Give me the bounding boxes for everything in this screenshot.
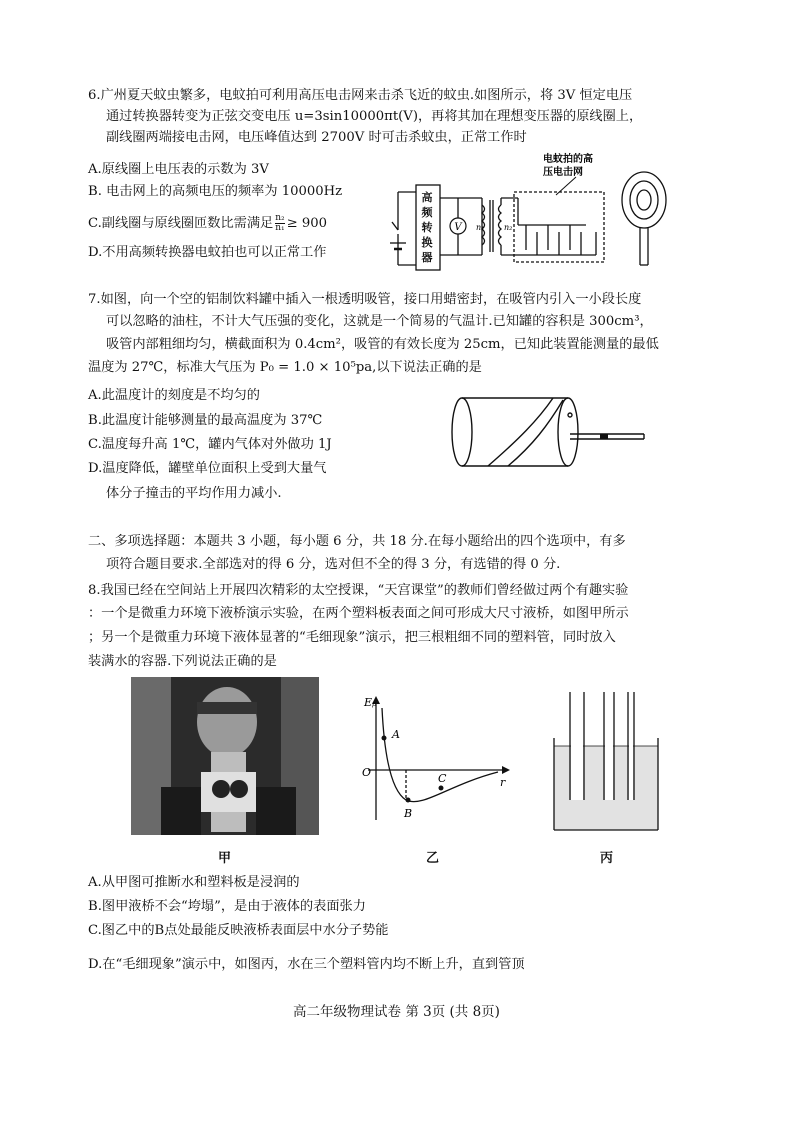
q8-option-a: A.从甲图可推断水和塑料板是浸润的 — [88, 875, 300, 890]
q8-figure-bing-label: 丙 — [600, 851, 614, 866]
q6-stem-line-2: 通过转换器转变为正弦交变电压 u=3sin10000πt(V)，再将其加在理想变压器的原线圈上， — [106, 109, 643, 124]
q8-stem-line-2: ：一个是微重力环境下液桥演示实验，在两个塑料板表面之间可形成大尺寸液桥，如图甲所示 — [88, 606, 629, 621]
q6-stem-line-1: 6.广州夏天蚊虫繁多，电蚊拍可利用高压电击网来击杀飞近的蚊虫.如图所示，将 3V 恒定电压 — [88, 88, 633, 103]
q6-fraction-numerator: n₂ — [275, 213, 285, 223]
q8-figure-yi-label: 乙 — [426, 851, 440, 866]
q8-graph-c-label: C — [438, 772, 447, 785]
q7-option-d-line-1: D.温度降低，罐壁单位面积上受到大量气 — [88, 461, 327, 476]
q8-figure-yi-graph — [348, 690, 518, 830]
q7-can-thermometer-diagram — [448, 390, 653, 475]
q8-graph-b-label: B — [404, 807, 413, 820]
q6-stem-line-3: 副线圈两端接电击网，电压峰值达到 2700V 时可击杀蚊虫，正常工作时 — [106, 130, 527, 145]
q7-option-a: A.此温度计的刻度是不均匀的 — [88, 388, 260, 403]
q7-option-c: C.温度每升高 1℃，罐内气体对外做功 1J — [88, 437, 332, 452]
q8-graph-a-label: A — [392, 728, 400, 741]
section-2-heading-line-1: 二、多项选择题：本题共 3 小题，每小题 6 分，共 18 分.在每小题给出的四个选项中，有多 — [88, 534, 626, 549]
q8-stem-line-1: 8.我国已经在空间站上开展四次精彩的太空授课，“天宫课堂”的教师们曾经做过两个有趣实验 — [88, 583, 629, 598]
q8-graph-point-c — [439, 786, 444, 791]
q6-converter-box-label: 高频转换器 — [421, 191, 433, 264]
q6-voltmeter-label: V — [454, 222, 462, 233]
q8-graph-point-a — [382, 736, 387, 741]
q8-graph-ep-label: Eₚ — [364, 696, 377, 709]
q6-option-c-fraction — [275, 214, 284, 233]
q8-figure-bing-capillary — [548, 688, 668, 834]
q7-stem-line-1: 7.如图，向一个空的铝制饮料罐中插入一根透明吸管，接口用蜡密封，在吸管内引入一小段长度 — [88, 292, 642, 307]
q6-option-a: A.原线圈上电压表的示数为 3V — [88, 162, 269, 177]
q8-stem-line-4: 装满水的容器.下列说法正确的是 — [88, 654, 277, 669]
q6-option-c — [88, 214, 327, 234]
q7-stem-line-4: 温度为 27℃，标准大气压为 P₀ = 1.0 × 10⁵pa,以下说法正确的是 — [88, 360, 482, 375]
q6-fraction-denominator: n₁ — [275, 223, 285, 233]
q6-option-b: B. 电击网上的高频电压的频率为 10000Hz — [88, 184, 343, 199]
q8-graph-origin-label: O — [362, 766, 372, 779]
q8-option-d: D.在“毛细现象”演示中，如图丙，水在三个塑料管内均不断上升，直到管顶 — [88, 957, 525, 972]
page-footer: 高二年级物理试卷 第 3页 (共 8页) — [293, 1004, 500, 1020]
q8-option-c: C.图乙中的B点处最能反映液桥表面层中水分子势能 — [88, 923, 389, 938]
q6-option-c-inequality: ≥ 900 — [286, 216, 328, 231]
q8-option-b: B.图甲液桥不会“垮塌”，是由于液体的表面张力 — [88, 899, 366, 914]
q6-net-label-line1: 电蚊拍的高 — [543, 154, 593, 165]
q6-n1-label: n₁ — [476, 223, 485, 232]
q6-option-c-text: C.副线圈与原线圈匝数比需满足 — [88, 216, 274, 231]
q7-option-d-line-2: 体分子撞击的平均作用力减小. — [106, 486, 282, 501]
q8-figure-jia-photo — [131, 677, 319, 835]
q8-graph-r-label: r — [500, 776, 506, 789]
q7-option-b: B.此温度计能够测量的最高温度为 37℃ — [88, 413, 323, 428]
q8-graph-x-arrow — [502, 766, 510, 774]
q8-graph-point-b — [406, 798, 411, 803]
q7-stem-line-2: 可以忽略的油柱，不计大气压强的变化，这就是一个简易的气温计.已知罐的容积是 300cm³， — [106, 314, 653, 329]
q6-option-d: D.不用高频转换器电蚊拍也可以正常工作 — [88, 245, 327, 260]
q6-net-label-line2: 压电击网 — [543, 167, 583, 178]
q7-stem-line-3: 吸管内部粗细均匀，横截面积为 0.4cm²，吸管的有效长度为 25cm，已知此装置能测量的最低 — [106, 337, 659, 352]
q8-figure-jia-label: 甲 — [218, 851, 232, 866]
q8-stem-line-3: ；另一个是微重力环境下液体显著的“毛细现象”演示，把三根粗细不同的塑料管，同时放入 — [88, 630, 616, 645]
q6-n2-label: n₂ — [504, 223, 513, 232]
section-2-heading-line-2: 项符合题目要求.全部选对的得 6 分，选对但不全的得 3 分，有选错的得 0 分. — [106, 557, 561, 572]
